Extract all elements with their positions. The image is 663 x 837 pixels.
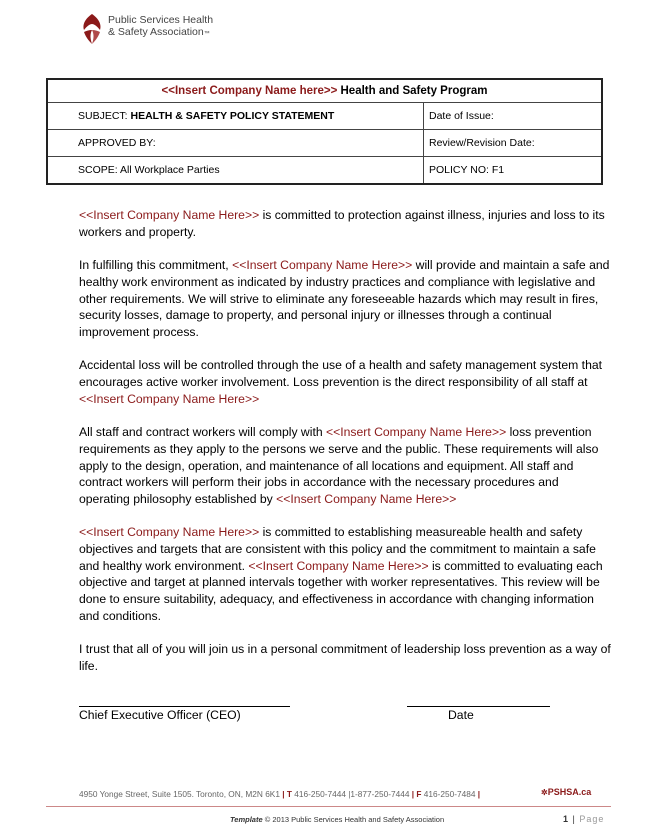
date-label: Date: [448, 708, 474, 722]
logo-line-2: & Safety Association: [108, 26, 204, 38]
subject-label: SUBJECT:: [78, 110, 131, 122]
page-number: [563, 814, 604, 824]
template-word: Template: [230, 815, 263, 824]
footer-contact: [79, 789, 480, 799]
page-word: Page: [579, 814, 605, 824]
ceo-signature-line: [79, 706, 290, 707]
pshsa-website: [541, 787, 591, 797]
paragraph-4-lead: All staff and contract workers will comply with: [79, 425, 326, 440]
policy-number: POLICY NO: F1: [424, 157, 603, 185]
footer-separator: |: [477, 789, 481, 799]
paragraph-5: [79, 524, 611, 624]
paragraph-4-text: loss prevention requirements as they apply to the persons we serve and the public. These requirements will also apply to the design, operation, and maintenance of all locations and equipment. All staff and contract workers will perform their jobs in accordance with the necessary procedures and operating philosophy established by: [79, 425, 599, 506]
logo-trademark: ™: [203, 31, 210, 37]
date-of-issue: Date of Issue:: [424, 103, 603, 130]
review-date: Review/Revision Date:: [424, 130, 603, 157]
footer-fax: 416-250-7484: [421, 789, 478, 799]
paragraph-3-text: Accidental loss will be controlled through the use of a health and safety management system that encourages active worker involvement. Loss prevention is the direct responsibility of all staff at: [79, 358, 603, 389]
company-placeholder: <<Insert Company Name Here>>: [248, 558, 429, 573]
phone-label: T: [286, 789, 292, 799]
footer-phone: 416-250-7444: [291, 789, 349, 799]
company-placeholder: <<Insert Company Name Here>>: [79, 208, 260, 222]
pshsa-logo: [78, 12, 238, 48]
page-number-value: 1: [563, 814, 570, 824]
paragraph-3: [79, 357, 611, 407]
ceo-label: Chief Executive Officer (CEO): [79, 708, 241, 722]
paragraph-2-lead: In fulfilling this commitment,: [79, 258, 233, 273]
logo-line-1: Public Services Health: [108, 14, 214, 26]
footer-template-note: [230, 815, 444, 824]
paragraph-5-text-2: is committed to evaluating each objective and target at planned intervals together with worker representatives. This review will be done to ensure suitability, adequacy, and effectiveness in accordance with changing information and conditions.: [79, 558, 603, 623]
footer-separator: |: [411, 789, 417, 799]
paragraph-4: [79, 424, 611, 508]
pshsa-mark-icon: ✲: [541, 788, 548, 797]
paragraph-1-text: is committed to protection against illness, injuries and loss to its workers and property.: [79, 208, 605, 239]
paragraph-6: I trust that all of you will join us in a personal commitment of leadership loss prevention as a way of life.: [79, 642, 611, 673]
footer-tollfree: |1-877-250-7444: [348, 789, 412, 799]
company-placeholder: <<Insert Company Name here>>: [161, 85, 338, 97]
paragraph-5-text-1: is committed to establishing measureable health and safety objectives and targets that are consistent with this policy and the commitment to maintain a safe and healthy work environment.: [79, 525, 596, 573]
fax-label: F: [416, 789, 422, 799]
company-placeholder: <<Insert Company Name Here>>: [276, 491, 457, 506]
company-placeholder: <<Insert Company Name Here>>: [326, 425, 507, 440]
subject-value: HEALTH & SAFETY POLICY STATEMENT: [130, 110, 335, 122]
pshsa-logo-icon: [78, 12, 106, 46]
approved-by: APPROVED BY:: [47, 130, 424, 157]
scope: SCOPE: All Workplace Parties: [47, 157, 424, 185]
subject-cell: [47, 103, 424, 130]
company-placeholder: <<Insert Company Name Here>>: [232, 258, 413, 273]
page-separator: |: [569, 814, 580, 824]
date-signature-line: [407, 706, 550, 707]
program-title: [47, 79, 602, 103]
policy-statement-body: [79, 207, 611, 691]
footer-address: 4950 Yonge Street, Suite 1505. Toronto, ON, M2N 6K1: [79, 789, 283, 799]
footer-copyright: © 2013 Public Services Health and Safety Association: [262, 815, 445, 824]
company-placeholder: <<Insert Company Name Here>>: [79, 525, 260, 540]
footer-divider: [46, 806, 611, 807]
footer-separator: |: [282, 789, 287, 799]
pshsa-text: PSHSA.ca: [547, 787, 592, 797]
program-info-table: [46, 78, 603, 185]
company-placeholder: <<Insert Company Name Here>>: [79, 391, 260, 406]
paragraph-1: [79, 207, 611, 240]
program-title-suffix: Health and Safety Program: [337, 85, 488, 97]
paragraph-2: [79, 257, 611, 341]
paragraph-2-text: will provide and maintain a safe and healthy work environment as indicated by industry practices and compliance with legislative and other requirements. We will strive to eliminate any foreseeable hazards which may result in fires, security losses, damage to property, and personal injury or illnesses through a continual improvement process.: [79, 258, 610, 339]
